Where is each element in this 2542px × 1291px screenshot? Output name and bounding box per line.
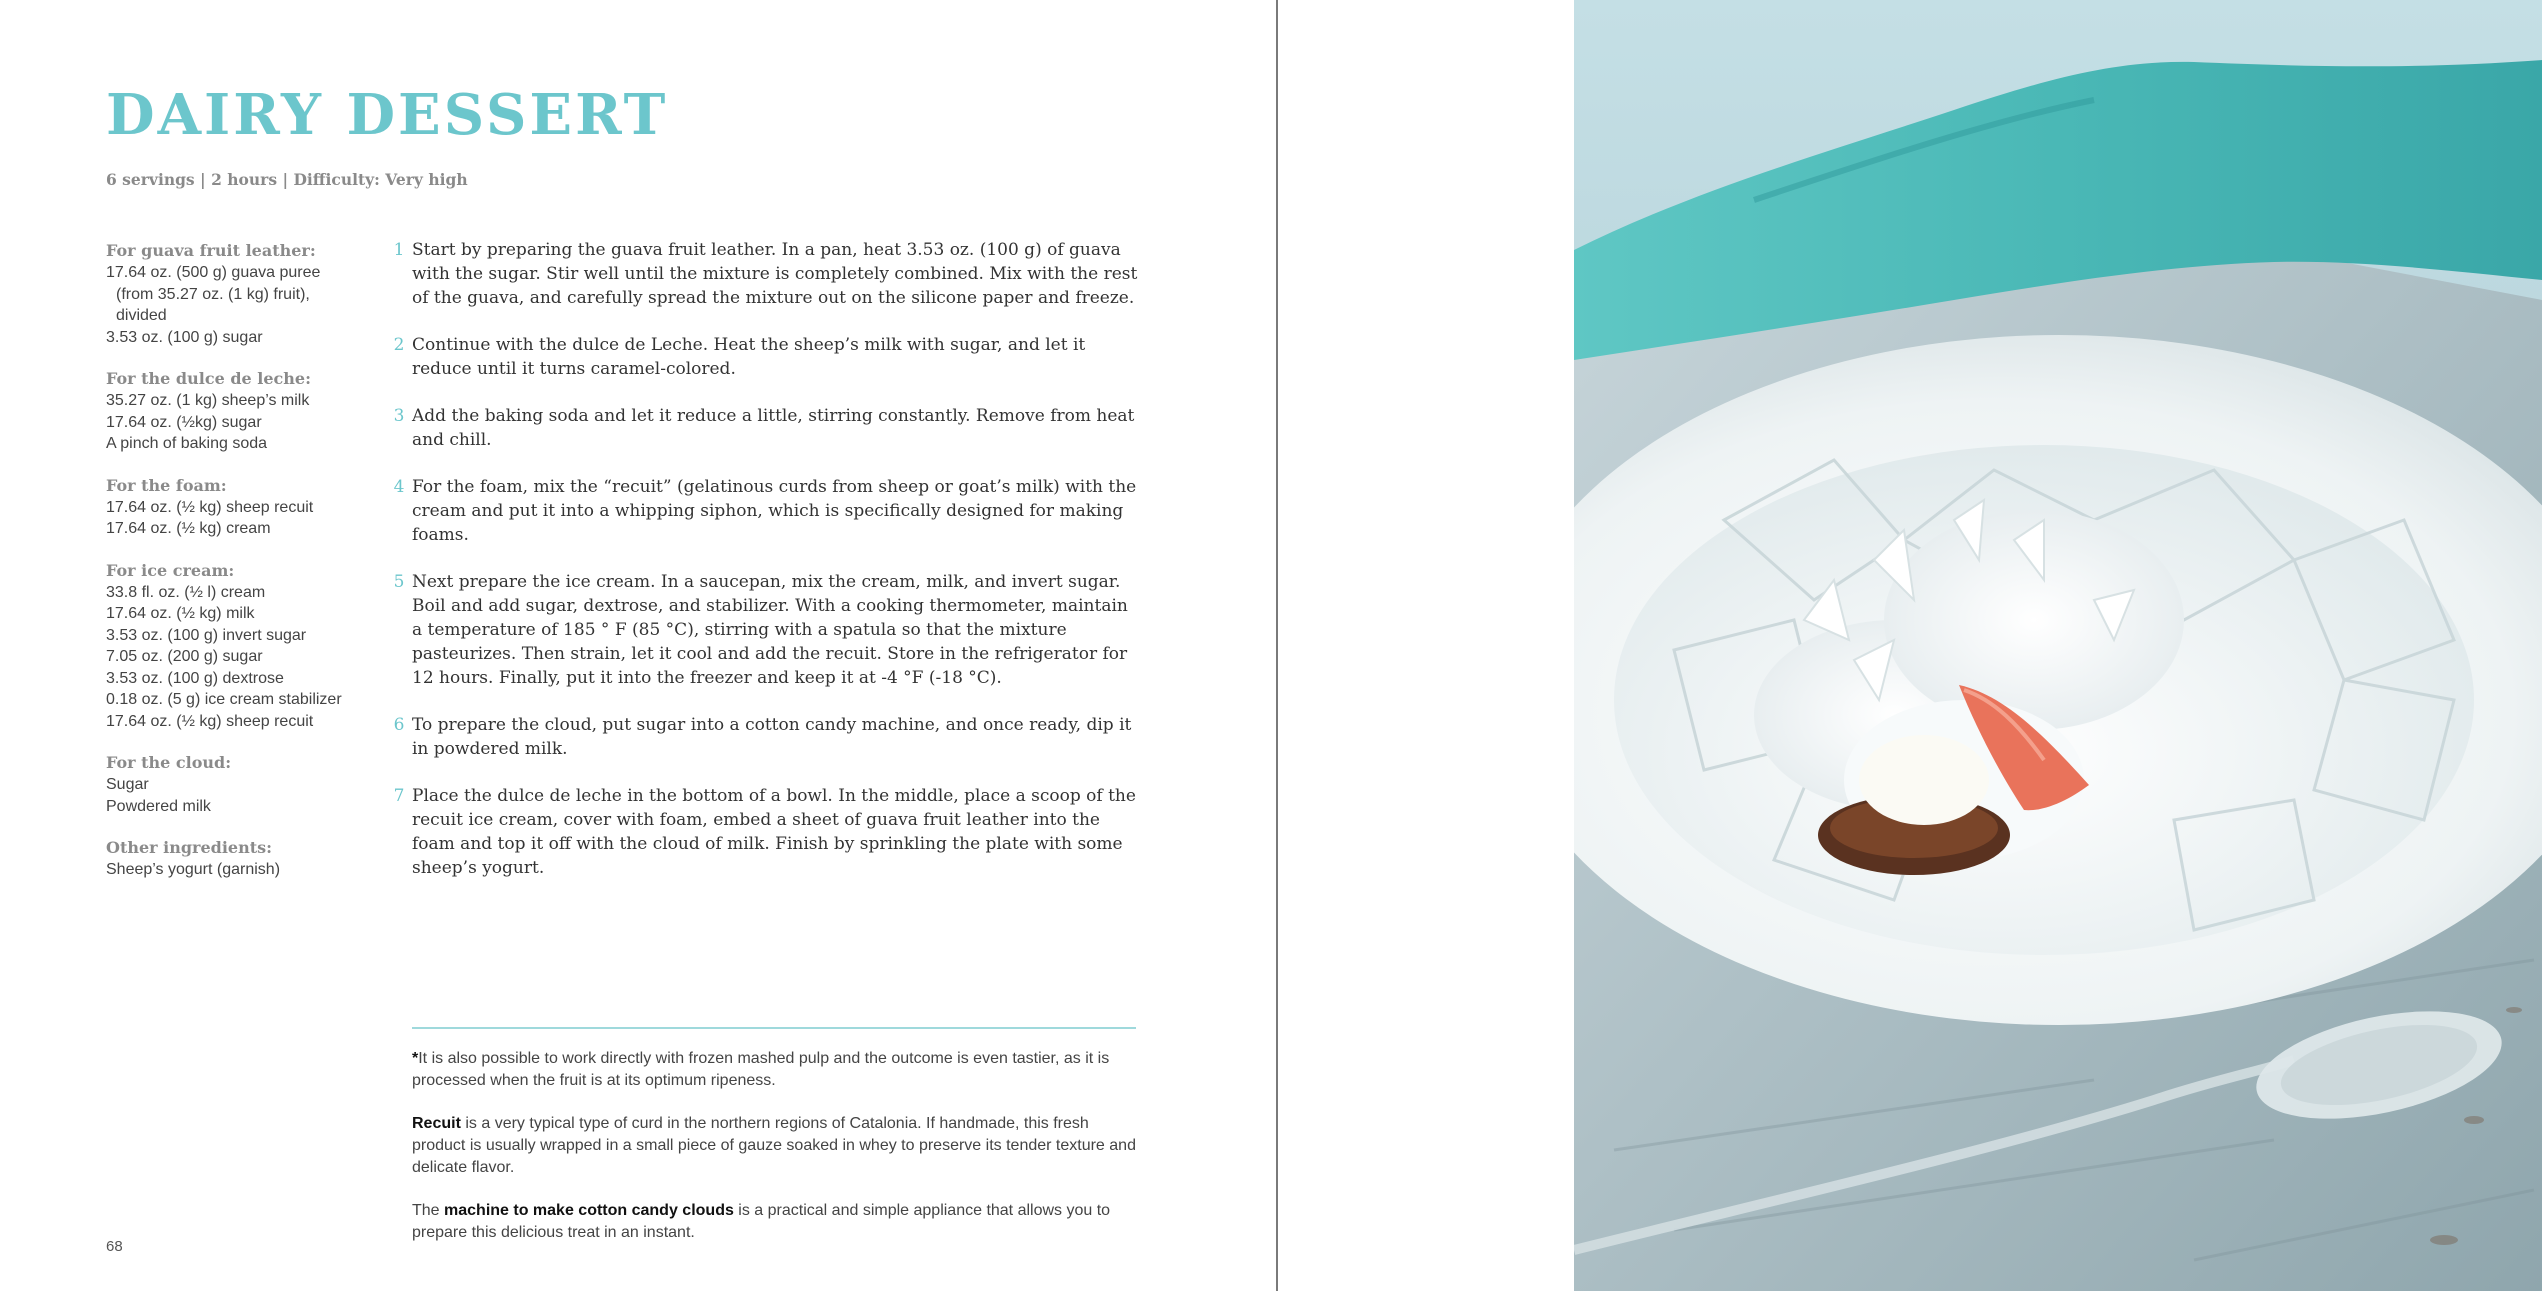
- ingredient-group: [106, 560, 346, 733]
- ingredient-group: [106, 475, 346, 540]
- dessert-image: [1859, 735, 1989, 825]
- step-number: 4: [393, 477, 405, 497]
- recipe-step: [378, 404, 1138, 452]
- page-number: 68: [106, 1238, 123, 1255]
- step-number: 2: [393, 335, 405, 355]
- recipe-step: [378, 475, 1138, 547]
- step-text: Start by preparing the guava fruit leather. In a pan, heat 3.53 oz. (100 g) of guava with the sugar. Stir well until the mixture is completely combined. Mix with the rest of the guava, and carefully spread the mixture out on the silicone paper and freeze.: [412, 240, 1138, 308]
- ingredients-list: [106, 240, 346, 901]
- footnote-text: It is also possible to work directly with frozen mashed pulp and the outcome is even tastier, as it is processed when the fruit is at its optimum ripeness.: [412, 1050, 1110, 1089]
- recipe-step: [378, 713, 1138, 761]
- ingredient-item: Powdered milk: [106, 797, 211, 815]
- footnote: [412, 1113, 1136, 1179]
- ingredient-item: 33.8 fl. oz. (½ l) cream: [106, 583, 266, 601]
- footnote-term: Recuit: [412, 1115, 461, 1132]
- recipe-step: [378, 784, 1138, 880]
- step-text: For the foam, mix the “recuit” (gelatinous curds from sheep or goat’s milk) with the cream and put it into a whipping siphon, which is specifically designed for making foams.: [412, 477, 1137, 545]
- recipe-title: DAIRY DESSERT: [106, 82, 669, 148]
- ingredient-item: 17.64 oz. (½ kg) milk: [106, 605, 255, 622]
- footnote-text: is a very typical type of curd in the northern regions of Catalonia. If handmade, this fresh product is usually wrapped in a small piece of gauze soaked in whey to preserve its tender texture and delicate flavor.: [412, 1115, 1136, 1176]
- step-number: 6: [393, 715, 405, 735]
- ingredient-group-heading: For guava fruit leather:: [106, 241, 316, 260]
- step-number: 1: [393, 240, 405, 260]
- footnote-text: is a practical and simple appliance that allows you to prepare this delicious treat in an instant.: [412, 1202, 1111, 1241]
- step-number: 5: [393, 572, 405, 592]
- footnote: [412, 1200, 1136, 1244]
- step-text: Continue with the dulce de Leche. Heat the sheep’s milk with sugar, and let it reduce until it turns caramel-colored.: [412, 335, 1086, 379]
- blank-margin: [1278, 0, 1574, 1291]
- recipe-step: [378, 238, 1138, 310]
- step-text: Next prepare the ice cream. In a saucepan, mix the cream, milk, and invert sugar. Boil and add sugar, dextrose, and stabilizer. With a cooking thermometer, maintain a temperature of 185 ° F (85 °C), stirring with a spatula so that the mixture pasteurizes. Then strain, let it cool and add the recuit. Store in the refrigerator for 12 hours. Finally, put it into the freezer and keep it at -4 °F (-18 °C).: [412, 572, 1128, 688]
- ingredient-item: 17.64 oz. (½ kg) cream: [106, 520, 271, 537]
- ingredient-item: 3.53 oz. (100 g) dextrose: [106, 669, 284, 687]
- dessert-photo: [1574, 0, 2542, 1291]
- ingredient-group-heading: For the dulce de leche:: [106, 369, 311, 388]
- ingredient-item: 7.05 oz. (200 g) sugar: [106, 648, 263, 665]
- ingredient-item: 17.64 oz. (½ kg) sheep recuit: [106, 712, 314, 730]
- step-text: To prepare the cloud, put sugar into a cotton candy machine, and once ready, dip it in powdered milk.: [412, 715, 1132, 759]
- footnote-term: *: [412, 1050, 419, 1067]
- ingredient-item: 17.64 oz. (500 g) guava puree (from 35.27 oz. (1 kg) fruit), divided: [106, 264, 321, 324]
- ingredient-item: Sheep’s yogurt (garnish): [106, 861, 281, 878]
- recipe-meta: 6 servings | 2 hours | Difficulty: Very high: [106, 170, 468, 189]
- ingredient-group: [106, 240, 346, 348]
- footnote-text: The: [412, 1202, 445, 1219]
- recipe-step: [378, 570, 1138, 690]
- step-number: 7: [393, 786, 405, 806]
- ingredient-group: [106, 837, 346, 881]
- ingredient-item: A pinch of baking soda: [106, 435, 268, 452]
- ingredient-item: 35.27 oz. (1 kg) sheep’s milk: [106, 392, 310, 409]
- ingredient-group-heading: For the cloud:: [106, 753, 232, 772]
- ingredient-item: 0.18 oz. (5 g) ice cream stabilizer: [106, 691, 342, 708]
- footnote: [412, 1048, 1136, 1092]
- ingredient-item: 17.64 oz. (½kg) sugar: [106, 413, 262, 431]
- ingredient-group-heading: For ice cream:: [106, 560, 235, 580]
- ingredient-item: 17.64 oz. (½ kg) sheep recuit: [106, 498, 314, 516]
- recipe-step: [378, 333, 1138, 381]
- step-number: 3: [393, 406, 405, 426]
- ingredient-group: [106, 368, 346, 455]
- steps-list: [378, 238, 1138, 903]
- ingredient-group-heading: Other ingredients:: [106, 838, 273, 857]
- ingredient-item: 3.53 oz. (100 g) sugar: [106, 328, 263, 346]
- step-text: Place the dulce de leche in the bottom of a bowl. In the middle, place a scoop of the recuit ice cream, cover with foam, embed a sheet of guava fruit leather into the foam and top it off with the cloud of milk. Finish by sprinkling the plate with some sheep’s yogurt.: [412, 786, 1136, 878]
- footnote-term: machine to make cotton candy clouds: [444, 1202, 734, 1219]
- notes-divider: [412, 1027, 1136, 1029]
- notes-section: [412, 1048, 1136, 1265]
- ingredient-item: 3.53 oz. (100 g) invert sugar: [106, 626, 307, 644]
- ingredient-group: [106, 752, 346, 817]
- ingredient-group-heading: For the foam:: [106, 475, 227, 495]
- ingredient-item: Sugar: [106, 776, 149, 793]
- step-text: Add the baking soda and let it reduce a little, stirring constantly. Remove from heat and chill.: [412, 406, 1135, 450]
